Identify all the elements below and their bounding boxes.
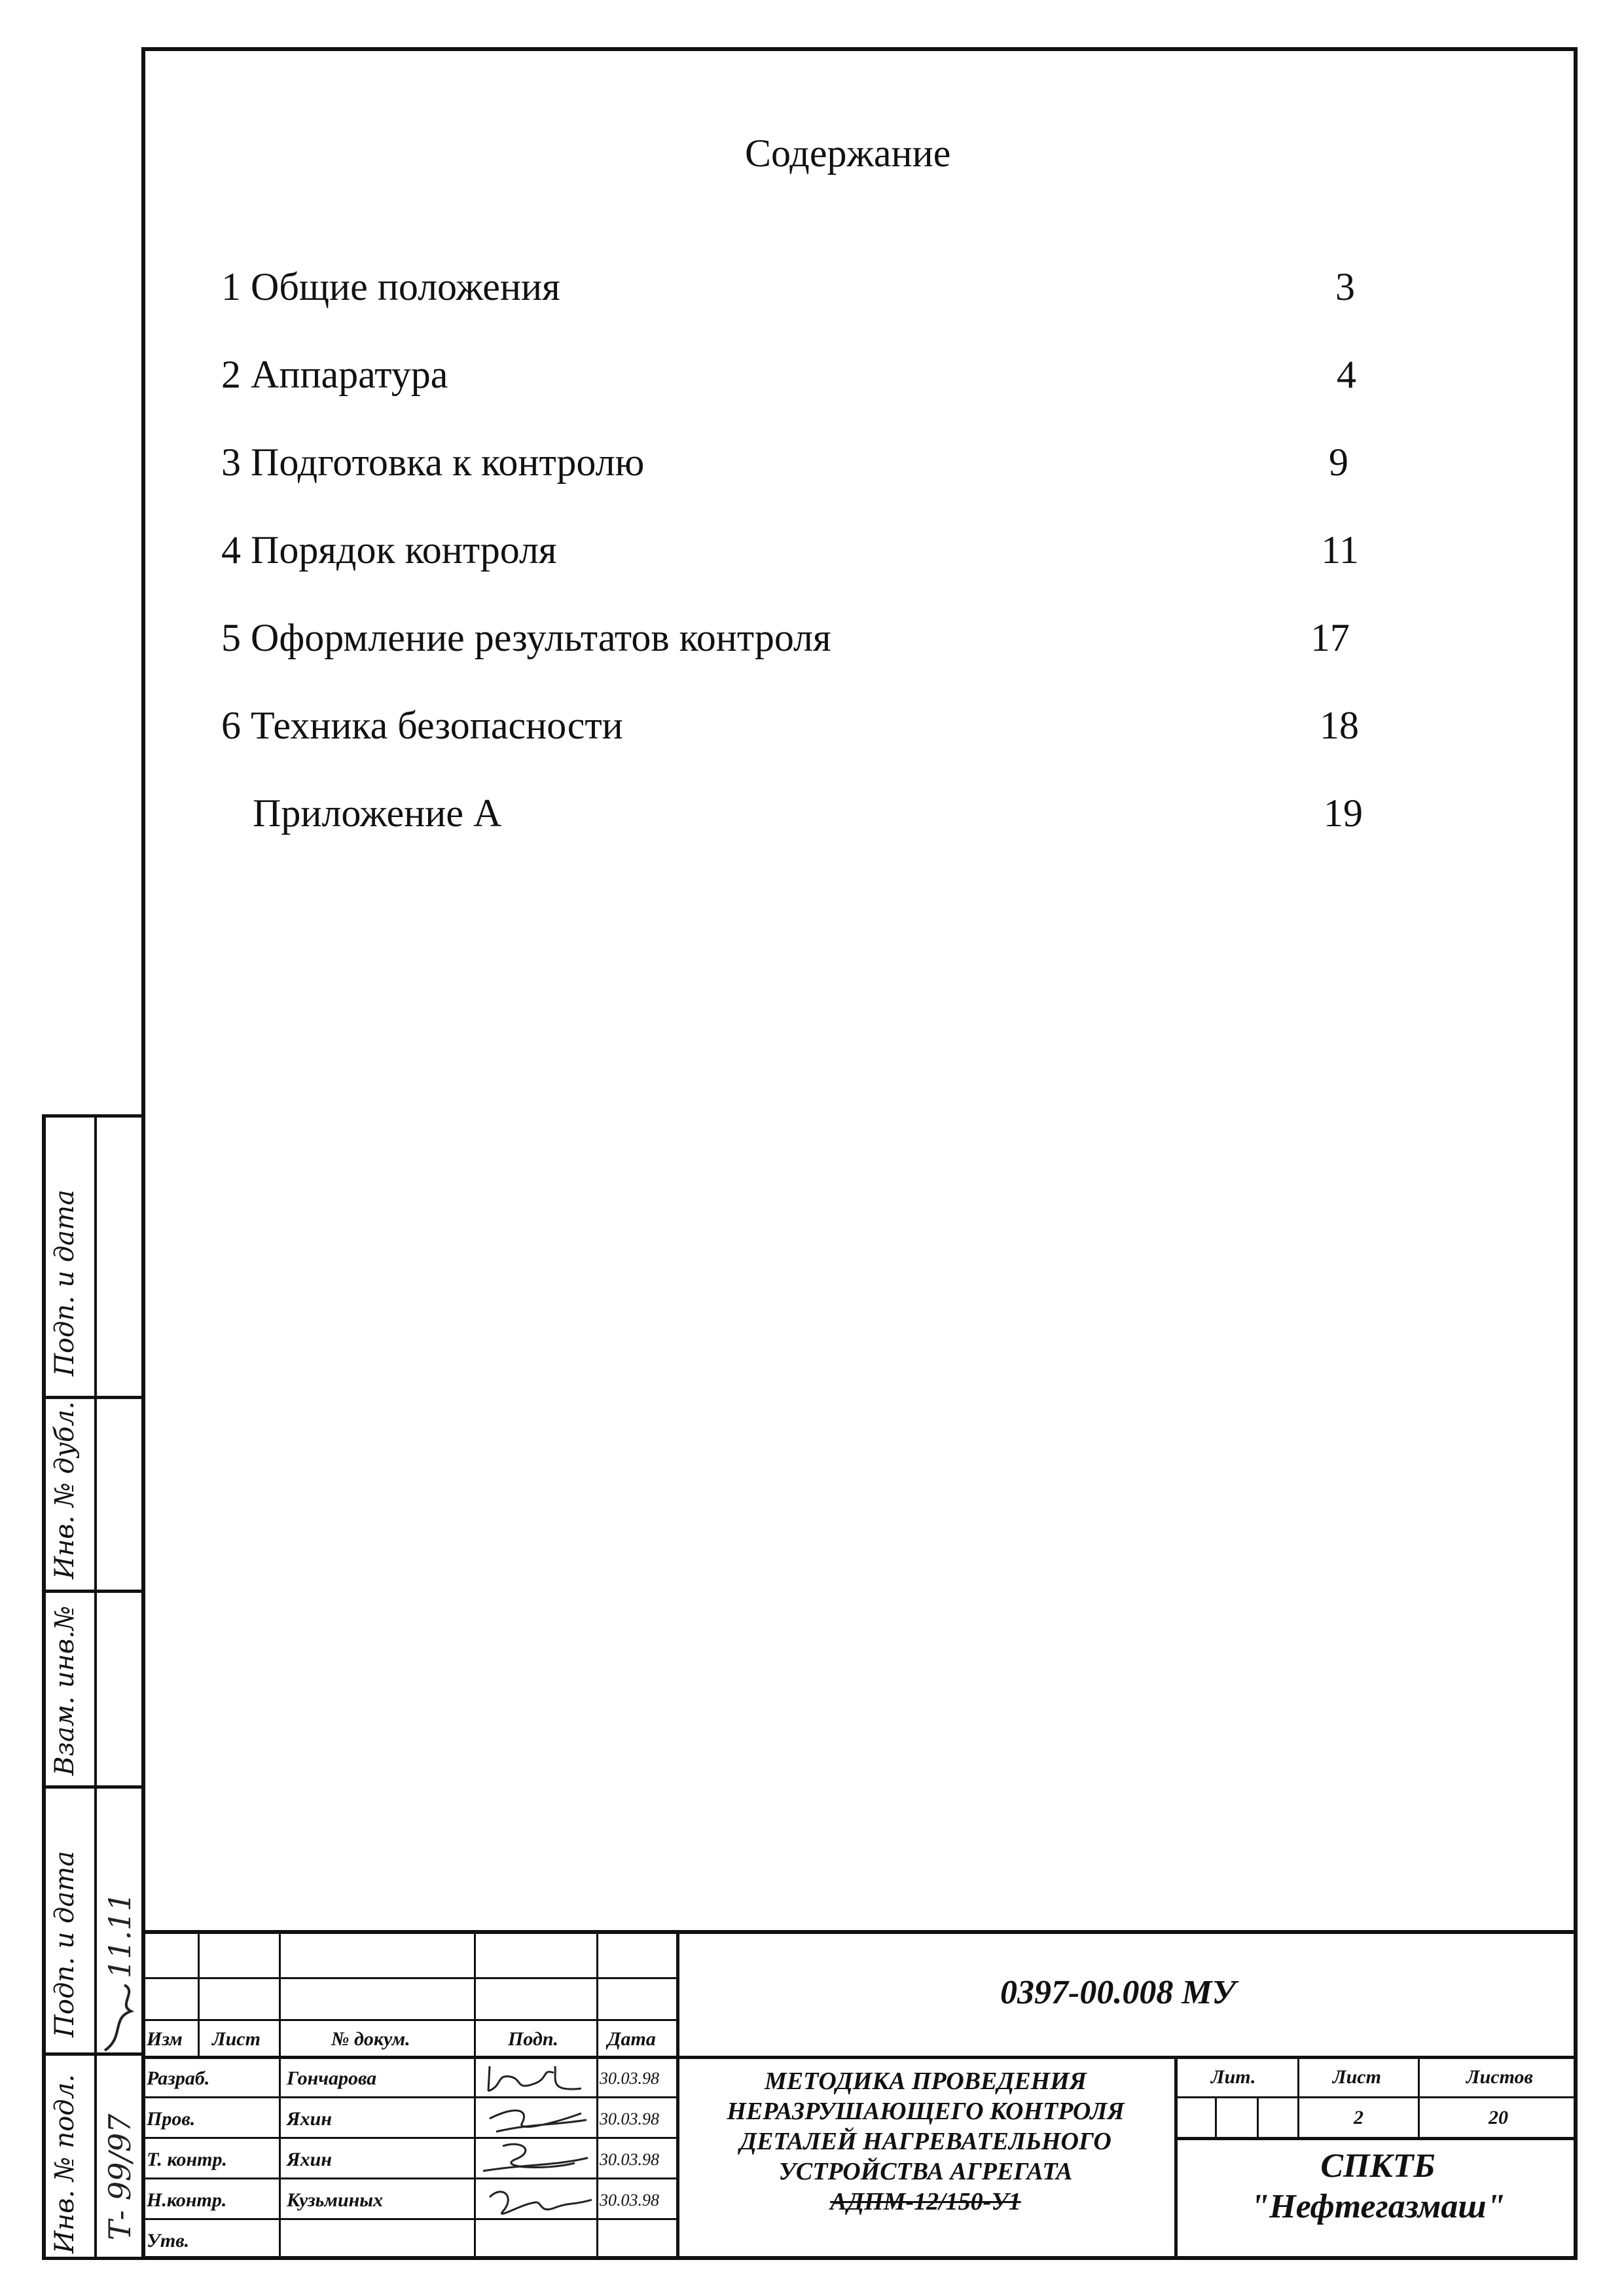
toc-item-page: 3: [1335, 265, 1355, 308]
name-checker: Яхин: [287, 2108, 333, 2130]
lit-label: Лит.: [1211, 2066, 1256, 2088]
document-name-line: МЕТОДИКА ПРОВЕДЕНИЯ: [765, 2068, 1087, 2095]
organization-line: СПКТБ: [1320, 2147, 1435, 2185]
side-divider: [42, 1114, 144, 1118]
toc-item-label: 4 Порядок контроля: [221, 528, 557, 572]
header-izm: Изм: [147, 2028, 183, 2050]
document-name-line: ДЕТАЛЕЙ НАГРЕВАТЕЛЬНОГО: [740, 2128, 1111, 2155]
side-signature-icon: [98, 1978, 144, 2057]
document-name-line: АДПМ-12/150-У1: [830, 2188, 1021, 2215]
header-date: Дата: [607, 2028, 656, 2050]
role-checker: Пров.: [147, 2108, 196, 2130]
toc-item-label: 2 Аппаратура: [221, 353, 448, 396]
header-signature: Подп.: [508, 2028, 559, 2050]
toc-item-page: 18: [1320, 704, 1359, 747]
toc-item-label: 1 Общие положения: [221, 265, 560, 308]
sheet-label: Лист: [1333, 2066, 1381, 2088]
side-divider: [42, 1396, 144, 1399]
side-label-sign-date-2: Подп. и дата: [50, 1851, 80, 2037]
side-strip-border: [42, 1114, 46, 2260]
toc-item-label: 3 Подготовка к контролю: [221, 441, 645, 484]
side-label-sign-date: Подп. и дата: [50, 1190, 80, 1376]
header-list: Лист: [212, 2028, 261, 2050]
contents-title: Содержание: [745, 132, 951, 175]
toc-item-label: Приложение А: [253, 792, 502, 835]
document-name: [677, 2066, 1174, 2217]
role-approver: Утв.: [147, 2230, 190, 2251]
handwritten-inv-number: Т- 99/97: [102, 2113, 137, 2240]
document-name-line: УСТРОЙСТВА АГРЕГАТА: [778, 2158, 1073, 2185]
toc-item-page: 11: [1321, 528, 1359, 572]
header-doc-number: № докум.: [331, 2028, 410, 2050]
date-norm-control: 30.03.98: [600, 2191, 659, 2210]
side-label-dup-inv: Инв. № дубл.: [50, 1401, 80, 1579]
toc-item-page: 19: [1324, 792, 1363, 835]
side-divider: [42, 2257, 144, 2260]
sheet-number: 2: [1354, 2107, 1363, 2128]
organization: [1178, 2146, 1578, 2227]
date-checker: 30.03.98: [600, 2109, 659, 2128]
toc-item-page: 4: [1337, 353, 1356, 396]
handwritten-date: 11.11: [102, 1892, 137, 1978]
side-inner-line: [94, 1114, 97, 2260]
document-name-line: НЕРАЗРУШАЮЩЕГО КОНТРОЛЯ: [727, 2098, 1125, 2125]
toc-item-label: 5 Оформление результатов контроля: [221, 616, 831, 659]
document-code: 0397-00.008 МУ: [1000, 1974, 1236, 2011]
side-strip: [42, 1114, 144, 2260]
toc-item-label: 6 Техника безопасности: [221, 704, 623, 747]
sheets-count: 20: [1489, 2107, 1508, 2128]
name-developer: Гончарова: [287, 2068, 377, 2089]
side-divider: [42, 1785, 144, 1789]
toc-item-page: 17: [1310, 616, 1350, 659]
side-label-replace-inv: Взам. инв.№: [50, 1605, 80, 1776]
date-developer: 30.03.98: [600, 2069, 659, 2088]
role-norm-control: Н.контр.: [147, 2189, 227, 2211]
sheets-label: Листов: [1466, 2066, 1533, 2088]
side-divider: [42, 1590, 144, 1593]
date-tech-control: 30.03.98: [600, 2150, 659, 2169]
title-block: [141, 1930, 1578, 2260]
role-tech-control: Т. контр.: [147, 2149, 227, 2170]
organization-line: "Нефтегазмаш": [1250, 2188, 1506, 2225]
name-tech-control: Яхин: [287, 2149, 333, 2170]
toc-item-page: 9: [1329, 441, 1348, 484]
name-norm-control: Кузьминых: [287, 2189, 384, 2211]
side-label-orig-inv: Инв. № подл.: [50, 2074, 80, 2253]
signatures-icon: [477, 2060, 594, 2256]
role-developer: Разраб.: [147, 2068, 210, 2089]
